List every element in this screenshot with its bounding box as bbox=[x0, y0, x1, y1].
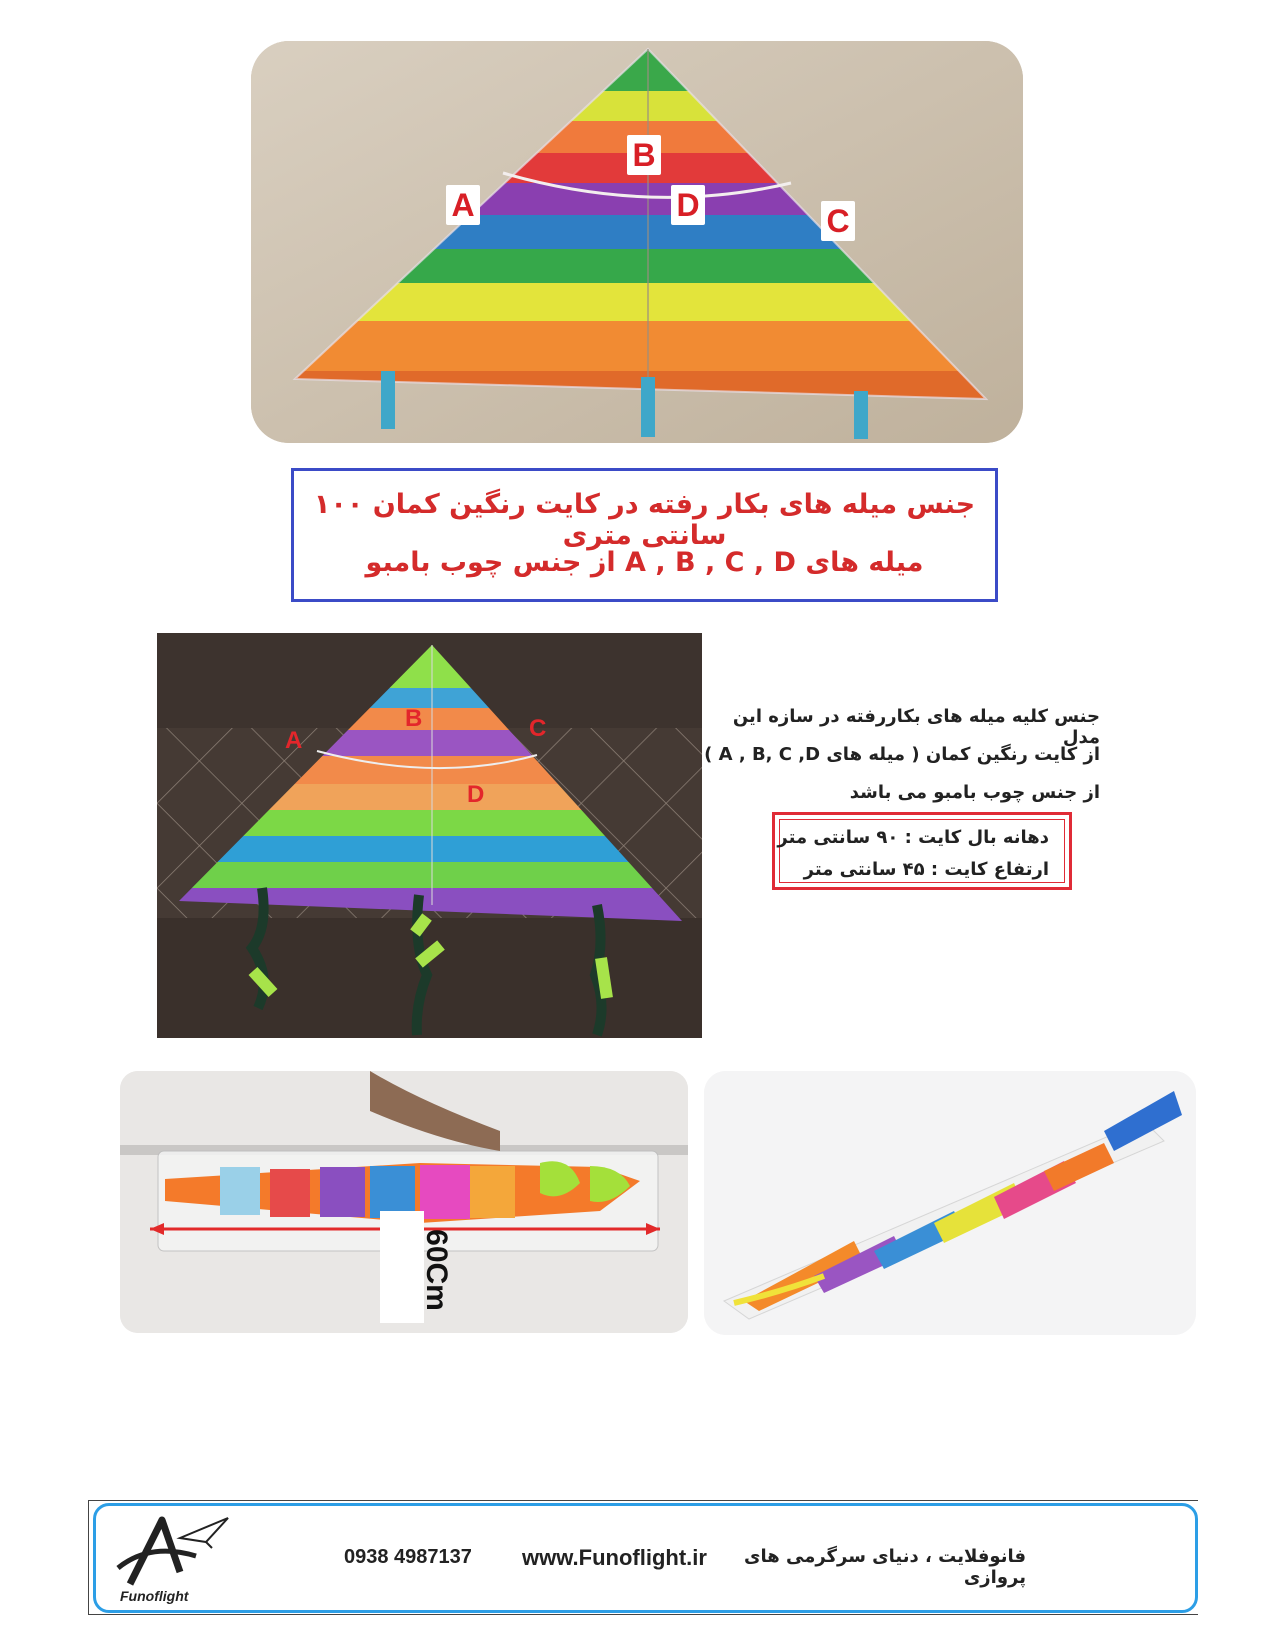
title-line-2: میله های A , B , C , D از جنس چوب بامبو bbox=[365, 547, 924, 578]
paper-plane-logo-icon bbox=[110, 1512, 230, 1592]
label-d: D bbox=[467, 781, 485, 808]
title-box bbox=[291, 468, 998, 602]
footer-bottom-rule bbox=[88, 1614, 1198, 1615]
title-line-1: جنس میله های بکار رفته در کایت رنگین کمان ۱۰۰ سانتی متری bbox=[313, 489, 976, 551]
spec-wingspan: دهانه بال کایت : ۹۰ سانتی متر bbox=[777, 827, 1049, 848]
label-c: C bbox=[529, 715, 547, 742]
footer-tagline: فانوفلایت ، دنیای سرگرمی های پروازی bbox=[743, 1546, 1026, 1588]
marker-b: B bbox=[627, 135, 661, 175]
label-a: A bbox=[285, 727, 303, 754]
spec-height: ارتفاع کایت : ۴۵ سانتی متر bbox=[803, 859, 1049, 880]
brand-name: Funoflight bbox=[120, 1588, 189, 1604]
phone-number: 0938 4987137 bbox=[344, 1546, 472, 1568]
footer-top-rule bbox=[88, 1500, 1198, 1501]
packaged-kite-photo bbox=[704, 1071, 1196, 1335]
description-line-3: از جنس چوب بامبو می باشد bbox=[849, 782, 1100, 803]
packaged-kite-measure-photo bbox=[120, 1071, 688, 1333]
brand-logo bbox=[110, 1512, 230, 1592]
spec-box bbox=[772, 812, 1072, 890]
footer-box bbox=[93, 1503, 1198, 1613]
marker-c: C bbox=[821, 201, 855, 241]
label-b: B bbox=[405, 705, 423, 732]
measure-label: 60Cm bbox=[420, 1229, 453, 1311]
footer-left-rule bbox=[88, 1500, 89, 1615]
marker-d: D bbox=[671, 185, 705, 225]
kite-photo-sofa bbox=[157, 633, 702, 1038]
description-line-1: جنس کلیه میله های بکاررفته در سازه این مدل bbox=[732, 706, 1100, 748]
kite-photo-top bbox=[251, 41, 1023, 443]
website-link[interactable]: www.Funoflight.ir bbox=[522, 1545, 707, 1570]
marker-a: A bbox=[446, 185, 480, 225]
description-line-2: از کایت رنگین کمان ( میله های A , B, C ,D ) bbox=[704, 744, 1100, 765]
